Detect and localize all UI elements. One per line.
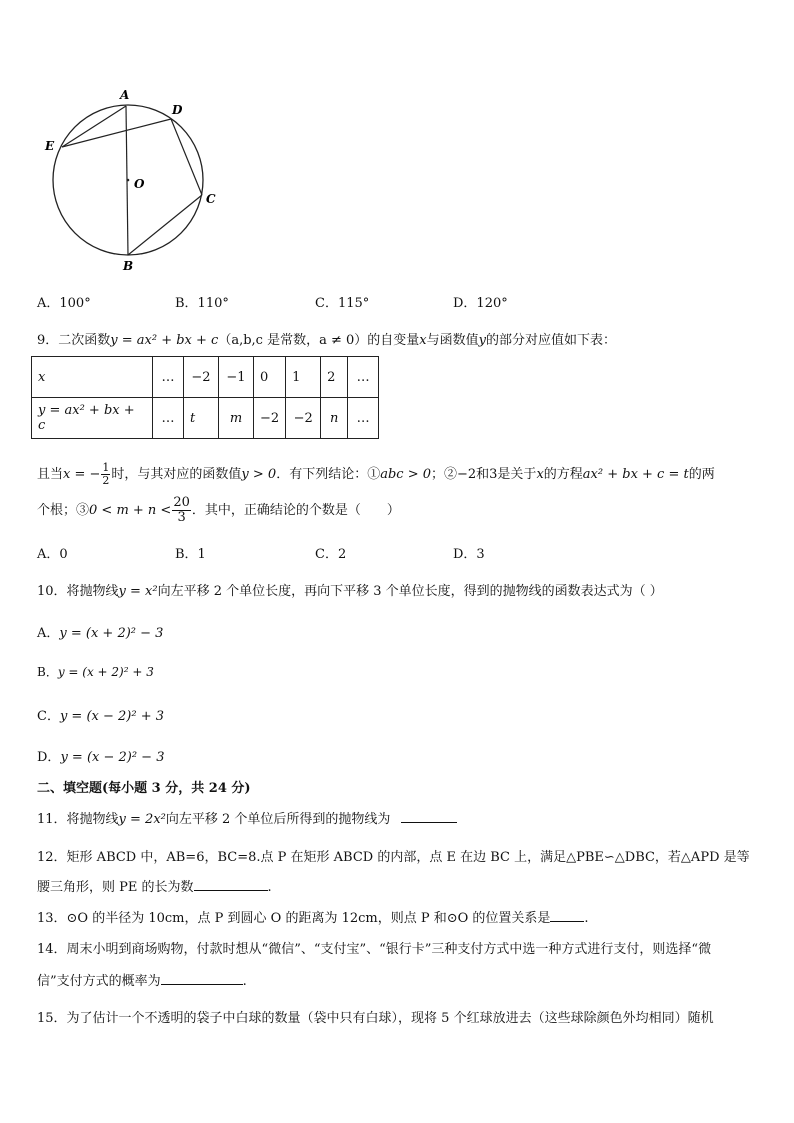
- q10-option-b[interactable]: B．y = (x + 2)² + 3: [37, 665, 154, 679]
- table-cell: y = ax² + bx + c: [32, 398, 153, 439]
- table-row: [32, 398, 379, 439]
- q15-line1: 15．为了估计一个不透明的袋子中白球的数量（袋中只有白球），现将 5 个红球放进去（这些球除颜色外均相同）随机: [37, 1011, 714, 1026]
- q10-stem: 10．将抛物线y = x²向左平移 2 个单位长度，再向下平移 3 个单位长度，得到的抛物线的函数表达式为（ ）: [37, 584, 663, 599]
- table-cell: 1: [286, 357, 321, 398]
- label-d: D: [172, 103, 183, 117]
- q10-option-c[interactable]: C．y = (x − 2)² + 3: [37, 709, 164, 724]
- table-cell: t: [184, 398, 219, 439]
- q9-option-a[interactable]: A．0: [37, 547, 68, 562]
- table-cell: n: [321, 398, 348, 439]
- label-a: A: [120, 88, 130, 102]
- table-cell: 2: [321, 357, 348, 398]
- table-cell: x: [32, 357, 153, 398]
- label-e: E: [45, 139, 55, 153]
- table-row: [32, 357, 379, 398]
- fraction: $\frac{20}{3}$: [173, 495, 190, 525]
- table-cell: −2: [286, 398, 321, 439]
- segment-dc: [171, 119, 202, 195]
- q8-option-c[interactable]: C．115°: [315, 296, 370, 311]
- q9-stem: 9．二次函数y = ax² + bx + c（a,b,c 是常数，a ≠ 0）的自变量x与函数值y的部分对应值如下表：: [37, 333, 616, 348]
- section-title: 二、填空题(每小题 3 分，共 24 分): [37, 781, 251, 796]
- segment-ea: [62, 106, 126, 147]
- fraction: $\frac{1}{2}$: [102, 461, 110, 487]
- q14-line1: 14．周末小明到商场购物，付款时想从“微信”、“支付宝”、“银行卡”三种支付方式中选一种方式进行支付，则选择“微: [37, 942, 712, 957]
- table-cell: −1: [219, 357, 254, 398]
- q8-option-b[interactable]: B．110°: [175, 296, 229, 311]
- table-cell: m: [219, 398, 254, 439]
- q9-option-b[interactable]: B．1: [175, 547, 206, 562]
- label-c: C: [206, 192, 216, 206]
- circle-figure: [40, 85, 230, 275]
- q8-option-d[interactable]: D．120°: [453, 296, 508, 311]
- label-o: O: [134, 177, 145, 191]
- table-cell: −2: [254, 398, 286, 439]
- q10-option-d[interactable]: D．y = (x − 2)² − 3: [37, 750, 165, 765]
- table-cell: …: [153, 398, 184, 439]
- q8-option-a[interactable]: A．100°: [37, 296, 91, 311]
- q9-option-d[interactable]: D．3: [453, 547, 485, 562]
- q14-line2: 信”支付方式的概率为 .: [37, 974, 247, 989]
- table-cell: …: [348, 398, 379, 439]
- table-cell: 0: [254, 357, 286, 398]
- q9-line3: 个根；③0 < m + n < $\frac{20}{3}$ ．其中，正确结论的个数是（ ）: [37, 495, 400, 525]
- center-point: [127, 179, 130, 182]
- answer-blank[interactable]: [161, 984, 243, 985]
- q9-option-c[interactable]: C．2: [315, 547, 347, 562]
- answer-blank[interactable]: [550, 921, 584, 922]
- table-cell: −2: [184, 357, 219, 398]
- q12-line2: 腰三角形，则 PE 的长为数 .: [37, 880, 272, 895]
- q9-line2: 且当x = − $\frac{1}{2}$ 时，与其对应的函数值y > 0．有下列结论：①abc > 0；②−2和3是关于x的方程ax² + bx + c = t的两: [37, 461, 715, 487]
- q11: 11．将抛物线y = 2x²向左平移 2 个单位后所得到的抛物线为: [37, 808, 457, 827]
- label-b: B: [123, 259, 134, 273]
- answer-blank[interactable]: [194, 890, 268, 891]
- table-cell: …: [153, 357, 184, 398]
- answer-blank[interactable]: [401, 822, 457, 823]
- q12-line1: 12．矩形 ABCD 中，AB=6，BC=8.点 P 在矩形 ABCD 的内部，点 E 在边 BC 上，满足△PBE∽△DBC，若△APD 是等: [37, 850, 750, 865]
- q10-option-a[interactable]: A．y = (x + 2)² − 3: [37, 626, 164, 641]
- segment-cb: [128, 195, 202, 255]
- table-cell: …: [348, 357, 379, 398]
- q13: 13．⊙O 的半径为 10cm，点 P 到圆心 O 的距离为 12cm，则点 P 和⊙O 的位置关系是 .: [37, 911, 589, 926]
- q9-value-table: [31, 356, 379, 439]
